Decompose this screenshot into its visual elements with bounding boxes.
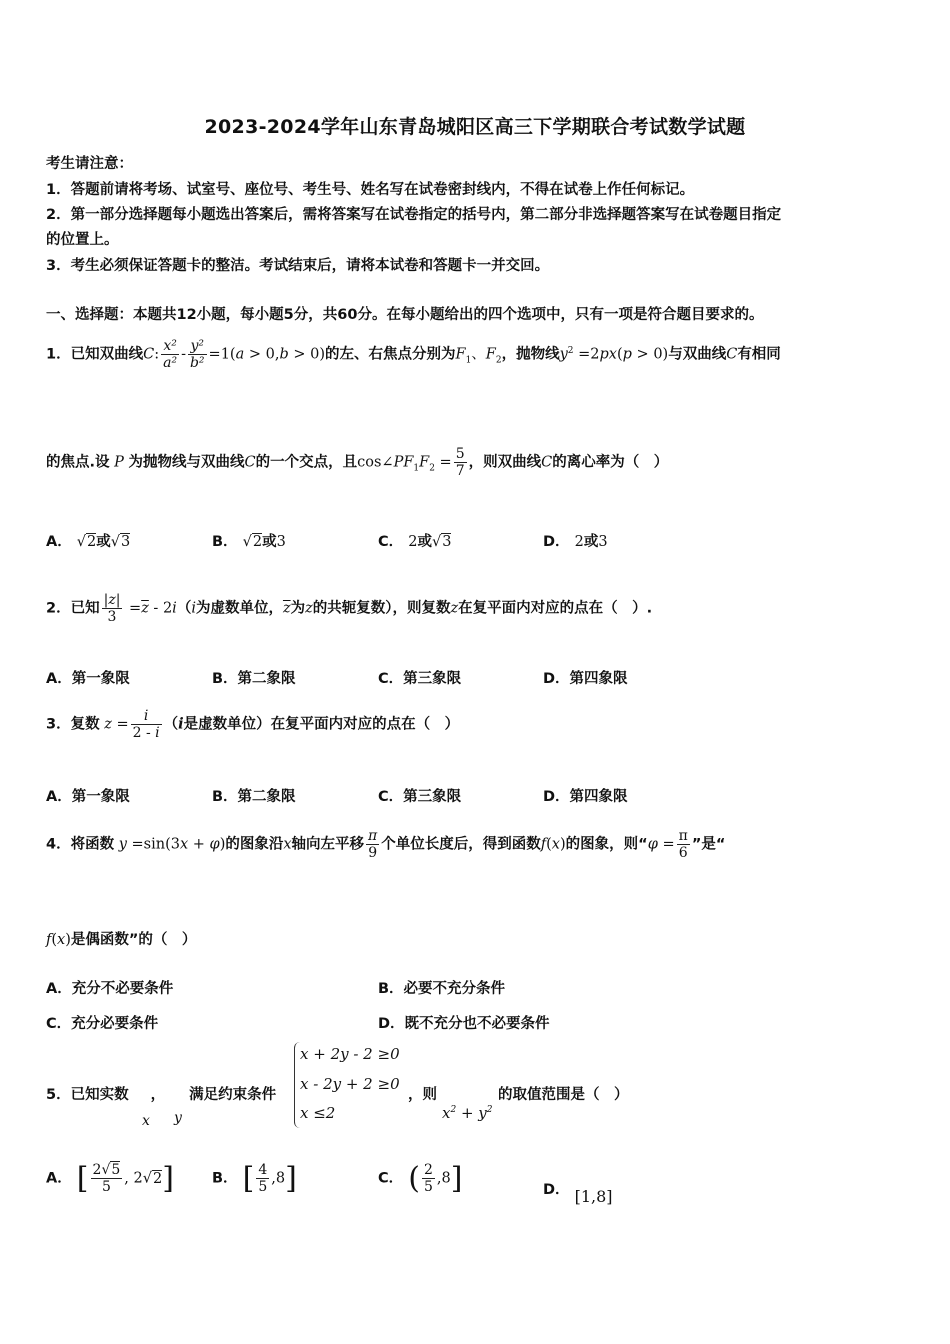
question-4: 4．将函数 y =sin(3x + φ)的图象沿x轴向左平移 $\frac{\pi}{9}$ 个单位长度后，得到函数f(x)的图象，则“φ = $\frac{\pi}{6}$ ”是“ (46, 828, 726, 862)
question-1-line-2: 的焦点.设 P 为抛物线与双曲线C的一个交点，且$\cos\angle PF_1F_2$ = $\frac{5}{7}$ ，则双曲线C的离心率为（ ） (46, 446, 669, 480)
q5-option-b[interactable]: B． [ $\frac{4}{5}$ ,8] (212, 1160, 297, 1196)
q3-option-d[interactable]: D．第四象限 (543, 789, 628, 805)
q4-option-c[interactable]: C．充分必要条件 (46, 1016, 159, 1032)
q5-expression: $x^2 + y^2$ (442, 1104, 493, 1122)
q3-option-a[interactable]: A．第一象限 (46, 789, 130, 805)
constraint-2: x - 2y + 2 ≥0 (300, 1075, 400, 1093)
var-y: y (174, 1110, 182, 1126)
notice-item-3: 3．考生必须保证答题卡的整洁。考试结束后，请将本试卷和答题卡一并交回。 (46, 258, 550, 274)
constraint-3: x ≤2 (300, 1104, 336, 1122)
q5-option-a[interactable]: A． [ $\frac{2√5}{5}$ , 2√2] (46, 1160, 174, 1196)
q3-option-b[interactable]: B．第二象限 (212, 789, 296, 805)
notice-header: 考生请注意： (46, 156, 133, 172)
q1-text-3: ，抛物线 (501, 346, 560, 363)
q4-option-b[interactable]: B．必要不充分条件 (378, 981, 506, 997)
notice-item-2: 2．第一部分选择题每小题选出答案后，需将答案写在试卷指定的括号内，第二部分非选择题答案写在试卷题目指定 (46, 207, 782, 223)
q1-option-a[interactable]: A． √2或√3 (46, 534, 131, 550)
q4-option-a[interactable]: A．充分不必要条件 (46, 981, 174, 997)
question-3: 3．复数 z = $\frac{i}{2 - i}$ （i是虚数单位）在复平面内对应的点在（ ） (46, 708, 460, 742)
question-5: 5．已知实数 ， 满足约束条件 (46, 1087, 277, 1103)
q1-option-c[interactable]: C． 2或√3 (378, 534, 452, 550)
q5-text-5: 的取值范围是（ ） (498, 1087, 629, 1103)
question-1: 1．已知双曲线C: $\frac{\text{x²}}{\text{a²}}$ - $\frac{\text{y²}}{\text{b²}}$ =1(a > 0,b > 0)的左、右焦点分别为$F_1$、$F_2$，抛物线$y^2 =2px(p > 0)$与双曲线C有相同 (46, 338, 781, 372)
q1-text-2: 的左、右焦点分别为 (325, 346, 456, 363)
question-2: 2．已知 $\frac{|z|}{3}$ $=\overline{z} - 2i(i$为虚数单位，$\overline{z}$为z的共轭复数），则复数z在复平面内对应的点在（ ）. (46, 592, 653, 626)
question-4-line-2: f(x)是偶函数”的（ ） (46, 932, 197, 948)
notice-item-1: 1．答题前请将考场、试室号、座位号、考生号、姓名写在试卷密封线内，不得在试卷上作任何标记。 (46, 182, 695, 198)
var-x: x (142, 1113, 150, 1129)
q5-option-d[interactable]: D． [1,8] (543, 1182, 613, 1206)
page-title: 2023-2024学年山东青岛城阳区高三下学期联合考试数学试题 (204, 116, 746, 138)
q5-option-c[interactable]: C． ( $\frac{2}{5}$ ,8] (378, 1160, 463, 1196)
section-heading: 一、选择题：本题共12小题，每小题5分，共60分。在每小题给出的四个选项中，只有一项是符合题目要求的。 (46, 307, 764, 323)
q1-text-5: 有相同 (737, 346, 781, 363)
q2-option-b[interactable]: B．第二象限 (212, 671, 296, 687)
q2-option-a[interactable]: A．第一象限 (46, 671, 130, 687)
q1-option-b[interactable]: B． √2或3 (212, 534, 286, 550)
q5-text-4: ，则 (408, 1087, 437, 1103)
q2-option-d[interactable]: D．第四象限 (543, 671, 628, 687)
q1-option-d[interactable]: D． 2或3 (543, 534, 608, 550)
q2-option-c[interactable]: C．第三象限 (378, 671, 462, 687)
q3-option-c[interactable]: C．第三象限 (378, 789, 462, 805)
constraint-1: x + 2y - 2 ≥0 (300, 1045, 400, 1063)
notice-item-2-cont: 的位置上。 (46, 232, 119, 248)
q1-text-4: 与双曲线 (668, 346, 727, 363)
q4-option-d[interactable]: D．既不充分也不必要条件 (378, 1016, 550, 1032)
q1-lead: 1．已知双曲线 (46, 346, 144, 363)
